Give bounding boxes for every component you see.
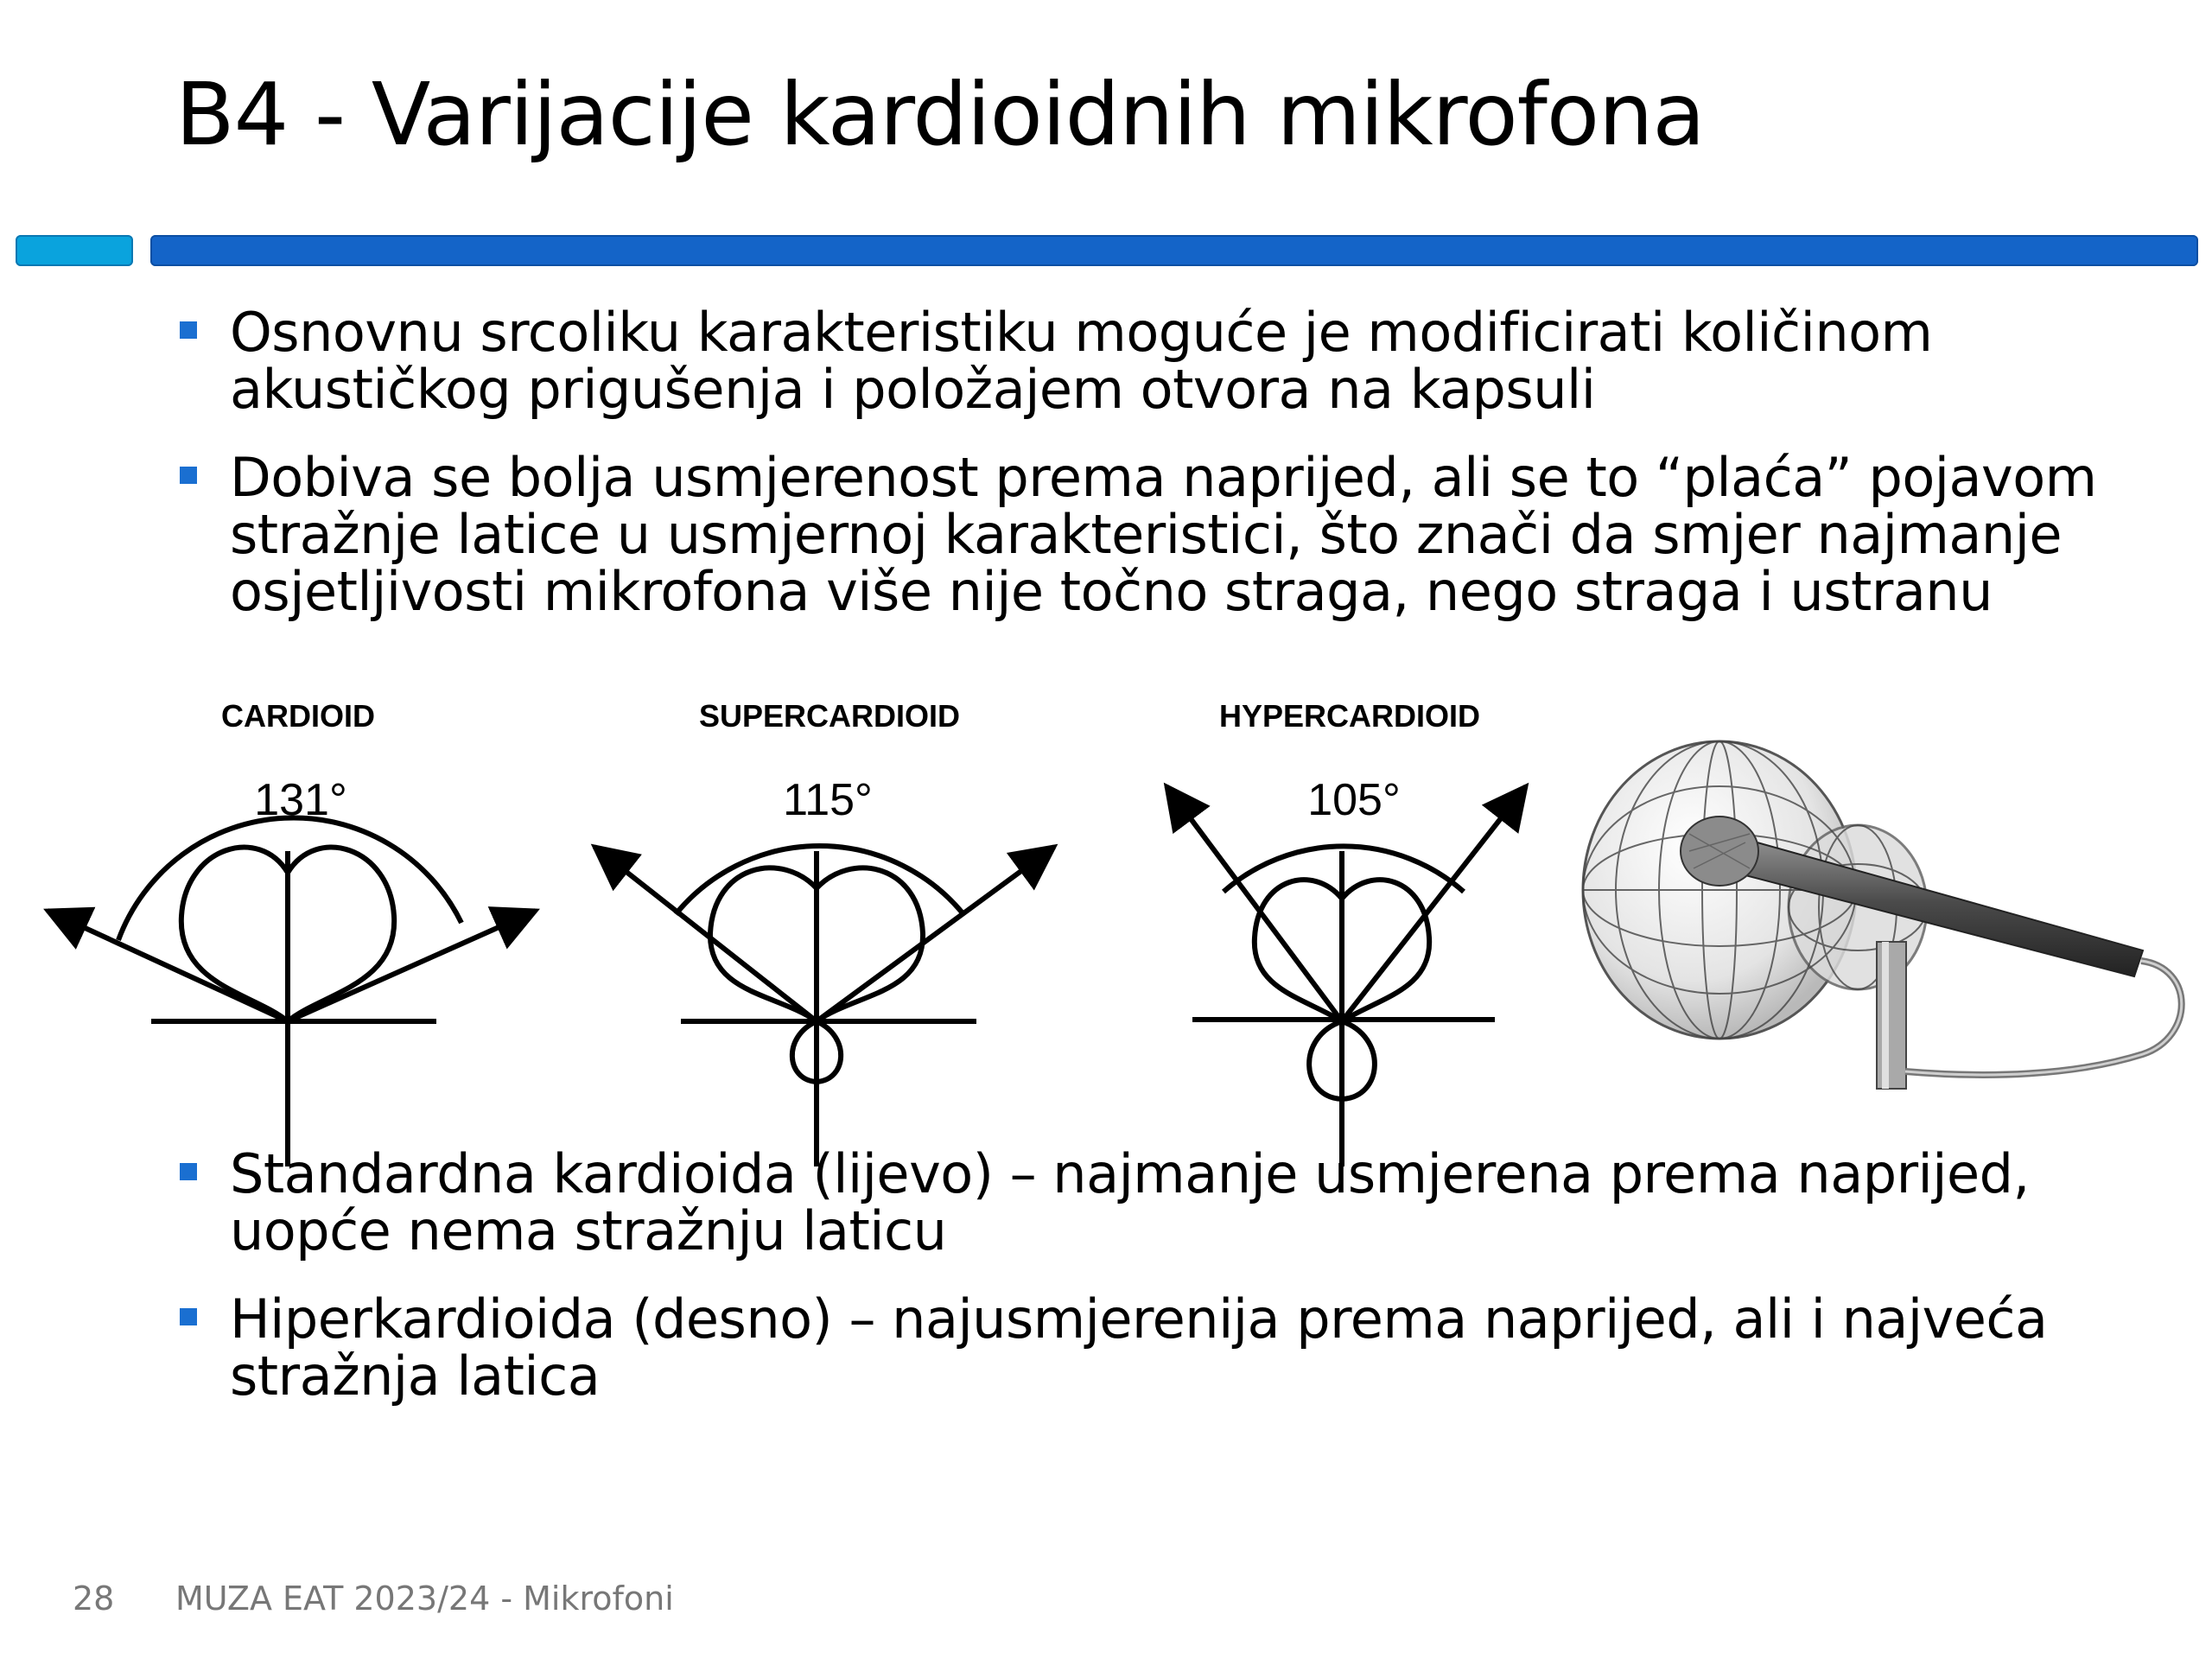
cardioid-arrow-right [288,911,536,1021]
slide-title: B4 - Varijacije kardioidnih mikrofona [175,64,1705,165]
hypercardioid-diagram [1166,786,1526,1166]
footer-text: MUZA EAT 2023/24 - Mikrofoni [175,1580,674,1618]
cardioid-angle: 131° [254,775,347,825]
supercardioid-diagram [594,846,1054,1166]
bullet-item: Dobiva se bolja usmjerenost prema naprijed, ali se to “plaća” pojavom stražnje latice u usmjernoj karakteristici, što znači da smjer najmanje osjetljivosti mikrofona više nije točno straga, nego straga i ustranu [230,449,2113,620]
bullet-item: Standardna kardioida (lijevo) – najmanje usmjerena prema naprijed, uopće nema stražnju laticu [230,1146,2113,1260]
bullet-item: Osnovnu srcoliku karakteristiku moguće je modificirati količinom akustičkog prigušenja i položajem otvora na kapsuli [230,304,2113,418]
supercardioid-arrow-left [594,847,817,1021]
page-number: 28 [73,1580,115,1618]
bullet-item: Hiperkardioida (desno) – najusmjerenija prema naprijed, ali i najveća stražnja latica [230,1291,2113,1405]
cardioid-diagram [48,817,536,1166]
supercardioid-label: SUPERCARDIOID [698,698,961,734]
cardioid-arrow-left [48,911,288,1021]
supercardioid-arrow-right [817,847,1054,1021]
bullet-list-bottom [230,1142,2113,1436]
hypercardioid-angle: 105° [1307,775,1401,825]
microphone-polar-pattern-illustration [1583,741,2182,1089]
hypercardioid-label: HYPERCARDIOID [1218,698,1481,734]
cardioid-label: CARDIOID [221,698,375,734]
supercardioid-angle: 115° [783,775,873,825]
